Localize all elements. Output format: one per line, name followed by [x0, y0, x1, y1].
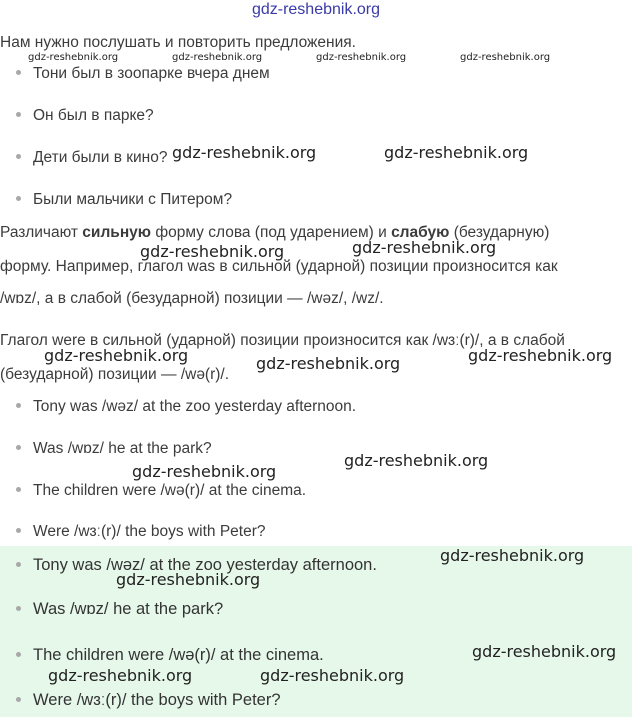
- bullet-icon: [16, 697, 21, 702]
- bullet-icon: [16, 652, 21, 657]
- answer-list-item: Were /wɜː(r)/ the boys with Peter?: [16, 691, 281, 710]
- watermark: gdz-reshebnik.org: [468, 346, 613, 365]
- answer-list-item: The children were /wə(r)/ at the cinema.: [16, 646, 324, 665]
- watermark: gdz-reshebnik.org: [116, 570, 261, 589]
- watermark: gdz-reshebnik.org: [472, 642, 617, 661]
- watermark: gdz-reshebnik.org: [460, 52, 551, 63]
- watermark: gdz-reshebnik.org: [44, 346, 189, 365]
- watermark: gdz-reshebnik.org: [344, 451, 489, 470]
- watermark: gdz-reshebnik.org: [172, 143, 317, 162]
- explanation-line: Глагол were в сильной (ударной) позиции произносится как /wɜː(r)/, а в слабой: [0, 332, 565, 349]
- ru-list-item: Он был в парке?: [16, 107, 154, 125]
- watermark: gdz-reshebnik.org: [132, 462, 277, 481]
- intro-text: Нам нужно послушать и повторить предложения.: [0, 34, 356, 51]
- answer-list-item: Tony was /wəz/ at the zoo yesterday afternoon.: [16, 556, 377, 575]
- explanation-line: Различают сильную форму слова (под ударением) и слабую (безударную): [0, 224, 550, 241]
- watermark: gdz-reshebnik.org: [260, 666, 405, 685]
- watermark: gdz-reshebnik.org: [440, 546, 585, 565]
- bullet-icon: [16, 562, 21, 567]
- answer-list-item: Was /wɒz/ he at the park?: [16, 600, 223, 619]
- watermark: gdz-reshebnik.org: [352, 238, 497, 257]
- explanation-line: /wɒz/, а в слабой (безударной) позиции — /wəz/, /wz/.: [0, 290, 384, 307]
- bullet-icon: [16, 528, 21, 533]
- explanation-line: форму. Например, глагол was в сильной (ударной) позиции произносится как: [0, 258, 558, 275]
- bullet-icon: [16, 70, 21, 75]
- explanation-line: (безударной) позиции — /wə(r)/.: [0, 366, 230, 383]
- watermark: gdz-reshebnik.org: [256, 354, 401, 373]
- bullet-icon: [16, 196, 21, 201]
- bullet-icon: [16, 487, 21, 492]
- watermark: gdz-reshebnik.org: [172, 52, 263, 63]
- ru-list-item: Были мальчики с Питером?: [16, 191, 232, 209]
- strong-form-term: сильную: [82, 224, 152, 241]
- watermark: gdz-reshebnik.org: [140, 242, 285, 261]
- watermark: gdz-reshebnik.org: [48, 666, 193, 685]
- watermark: gdz-reshebnik.org: [316, 52, 407, 63]
- bullet-icon: [16, 112, 21, 117]
- site-header[interactable]: gdz-reshebnik.org: [251, 1, 381, 18]
- bullet-icon: [16, 606, 21, 611]
- watermark: gdz-reshebnik.org: [384, 143, 529, 162]
- en-list-item: The children were /wə(r)/ at the cinema.: [16, 482, 306, 500]
- en-list-item: Tony was /wəz/ at the zoo yesterday afternoon.: [16, 398, 356, 416]
- bullet-icon: [16, 154, 21, 159]
- watermark: gdz-reshebnik.org: [28, 52, 119, 63]
- bullet-icon: [16, 445, 21, 450]
- en-list-item: Were /wɜː(r)/ the boys with Peter?: [16, 523, 266, 541]
- ru-list-item: Тони был в зоопарке вчера днем: [16, 65, 270, 83]
- ru-list-item: Дети были в кино?: [16, 149, 167, 167]
- en-list-item: Was /wɒz/ he at the park?: [16, 440, 212, 458]
- bullet-icon: [16, 403, 21, 408]
- weak-form-term: слабую: [391, 224, 450, 241]
